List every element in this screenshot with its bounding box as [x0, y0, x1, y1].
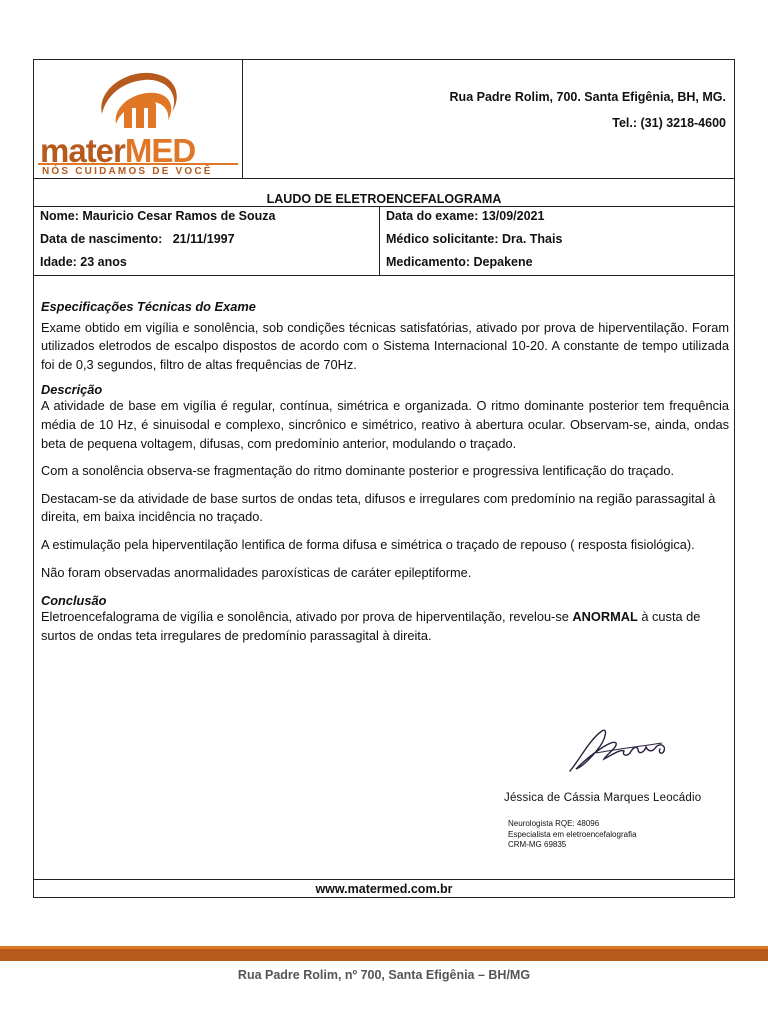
clinic-address: Rua Padre Rolim, 700. Santa Efigênia, BH, MG.	[449, 90, 726, 104]
description-paragraph-2: Com a sonolência observa-se fragmentação do ritmo dominante posterior e progressiva lentificação do traçado.	[41, 463, 675, 479]
footer-band	[0, 946, 768, 961]
patient-info-left	[34, 207, 380, 275]
specs-heading: Especificações Técnicas do Exame	[41, 299, 256, 314]
exam-date: Data do exame: 13/09/2021	[386, 209, 545, 223]
signature-block	[504, 725, 729, 855]
specs-text: Exame obtido em vigília e sonolência, sob condições técnicas satisfatórias, ativado por prova de hiperventilação. Foram utilizados eletrodos de escalpo dispostos de acordo com o Sistema Internacional 10-20. A constante de tempo utilizada foi de 0,3 segundos, filtro de altas frequências de 70Hz.	[41, 319, 729, 372]
handwritten-signature-icon	[566, 725, 676, 779]
patient-name: Nome: Mauricio Cesar Ramos de Souza	[40, 209, 276, 223]
medication: Medicamento: Depakene	[386, 255, 533, 269]
birthdate-value: 21/11/1997	[172, 232, 235, 246]
conclusion-heading: Conclusão	[41, 593, 107, 609]
description-paragraph-1: A atividade de base em vigília é regular, contínua, simétrica e organizada. O ritmo dominante posterior tem frequência média de 10 Hz, é sinuisodal e complexo, sincrônico e simétrico, reativo à abertura ocular. Observam-se, ainda, ondas beta de pequena voltagem, difusas, com predomínio anterior, modulando o traçado.	[41, 398, 729, 451]
conclusion-result: ANORMAL	[572, 609, 638, 625]
signer-rqe: Neurologista RQE: 48096	[508, 819, 600, 828]
patient-birthdate	[40, 232, 235, 246]
birthdate-label: Data de nascimento:	[40, 232, 163, 246]
patient-age: Idade: 23 anos	[40, 255, 127, 269]
patient-info-right	[380, 207, 734, 275]
logo-tagline: NÓS CUIDAMOS DE VOCÊ	[38, 163, 238, 177]
requesting-doctor: Médico solicitante: Dra. Thais	[386, 232, 563, 246]
document-title: LAUDO DE ELETROENCEFALOGRAMA	[266, 192, 502, 206]
website-footer: www.matermed.com.br	[34, 879, 734, 899]
logo	[34, 60, 243, 178]
description-paragraph-5: Não foram observadas anormalidades paroxísticas de caráter epileptiforme.	[41, 564, 472, 580]
clinic-phone: Tel.: (31) 3218-4600	[612, 116, 726, 130]
footer-address: Rua Padre Rolim, nº 700, Santa Efigênia – BH/MG	[237, 968, 531, 982]
description-paragraph-4: A estimulação pela hiperventilação lentifica de forma difusa e simétrica o traçado de repouso ( resposta fisiológica).	[41, 536, 695, 552]
signer-credentials	[508, 819, 637, 851]
description-paragraph-3: Destacam-se da atividade de base surtos de ondas teta, difusos e irregulares com predomínio na região parassagital à direita, em baixa incidência no traçado.	[41, 490, 716, 525]
matermed-logo-icon	[94, 66, 184, 132]
conclusion-text-end: à custa de surtos de ondas teta irregulares de predomínio parassagital à direita.	[41, 609, 701, 643]
patient-info-table	[34, 206, 734, 276]
logo-wordmark: materMED	[40, 132, 196, 169]
description-heading: Descrição	[41, 382, 103, 398]
conclusion-text-start: Eletroencefalograma de vigília e sonolência, ativado por prova de hiperventilação, revelou-se	[41, 609, 573, 625]
report-header	[34, 60, 734, 179]
signer-specialty: Especialista em eletroencefalografia	[508, 829, 637, 839]
report-sheet	[33, 59, 735, 898]
conclusion-text	[41, 608, 729, 645]
signer-name: Jéssica de Cássia Marques Leocádio	[504, 792, 702, 804]
report-body	[41, 298, 729, 645]
signer-crm: CRM-MG 69835	[508, 840, 567, 849]
